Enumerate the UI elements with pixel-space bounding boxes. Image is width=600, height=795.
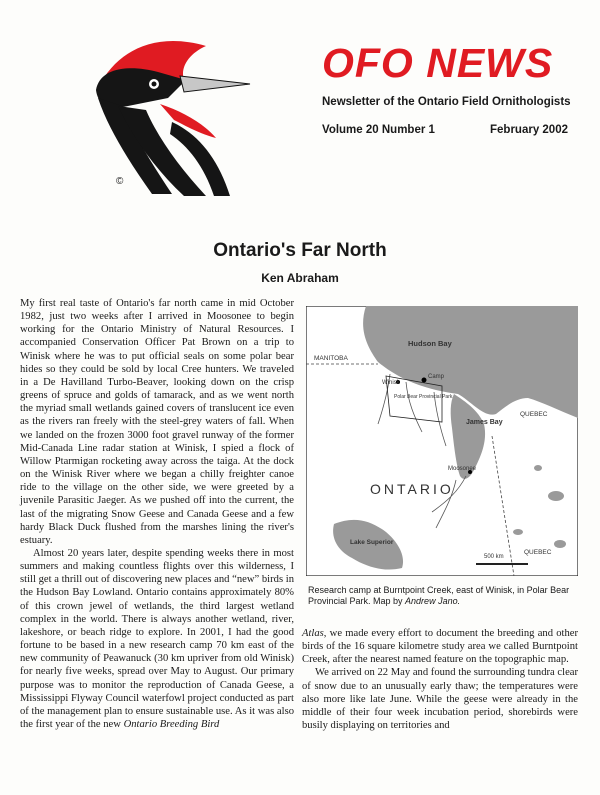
newsletter-subtitle: Newsletter of the Ontario Field Ornithologists xyxy=(322,96,571,108)
label-quebec-bottom: QUEBEC xyxy=(524,549,552,556)
label-lake-superior: Lake Superior xyxy=(350,539,394,546)
map-credit: Andrew Jano. xyxy=(405,596,461,606)
label-quebec-top: QUEBEC xyxy=(520,411,548,418)
label-manitoba: MANITOBA xyxy=(314,355,348,362)
label-scale: 500 km xyxy=(484,554,504,560)
label-james-bay: James Bay xyxy=(466,419,503,426)
map-caption: Research camp at Burntpoint Creek, east of Winisk, in Polar Bear Provincial Park. Map by Andrew Jano. xyxy=(308,585,570,606)
newsletter-title: OFO NEWS xyxy=(322,40,554,86)
issue-date: February 2002 xyxy=(490,124,568,136)
article-column-1 xyxy=(20,297,294,731)
paragraph-2: Almost 20 years later, despite spending weeks there in most summers and making countless flights over this wilderness, I still get a thrill out of discovering new places and “new” birds in the Hudson Bay Lowland. Ontario contains approximately 80% of this crown jewel of wetlands, the third largest wetland complex in the world. There is always another wetland, river, lakeshore, or beach ridge to explore. In 2001, I had the good fortune to be based in a new research camp 70 km east of the new community of Peawanuck (30 km upriver from old Winisk) for nearly five weeks, spread over May to August. Our primary purpose was to monitor the reproduction of Canada Geese, a Mississippi Flyway Council waterfowl project conducted as part of the management plan to ensure sustainable use. As it was also the first year of the new Ontario Breeding Bird xyxy=(20,547,294,730)
label-camp: Camp xyxy=(428,374,445,380)
atlas-italic: Atlas xyxy=(302,628,324,639)
atlas-title-italic: Ontario Breeding Bird xyxy=(123,719,220,730)
paragraph-4: We arrived on 22 May and found the surrounding tundra clear of snow due to an unusually early thaw; the temperatures were also more like late June. While the geese were already in the middle of their four week incubation period, shorebirds were busily displaying on territories and xyxy=(302,667,578,732)
paragraph-3: Atlas, we made every effort to document the breeding and other birds of the 16 square kilometre study area we called Burntpoint Creek, after the nearest named feature on the topographic map. xyxy=(302,628,578,666)
hudson-bay-lowland-map xyxy=(306,306,578,576)
label-moosonee: Moosonee xyxy=(448,466,477,472)
copyright-symbol: © xyxy=(116,176,124,187)
label-hudson-bay: Hudson Bay xyxy=(408,339,452,348)
article-author: Ken Abraham xyxy=(261,271,339,285)
article-column-2 xyxy=(302,627,578,732)
volume-number: Volume 20 Number 1 xyxy=(322,124,435,136)
article-title: Ontario's Far North xyxy=(213,240,387,261)
label-ontario: ONTARIO xyxy=(370,481,454,497)
paragraph-1: My first real taste of Ontario's far north came in mid October 1982, just two weeks after I arrived in Moosonee to begin working for the Ontario Ministry of Natural Resources. I accompanied Conservation Officer Pat Brown on a trip to Winisk where he was to put official seals on some polar bear hides so they could be sold by local Cree hunters. We traveled in a De Havilland Turbo-Beaver, looking down on the crisp greens of spruce and golds of tamarack, and as we went north the myriad small wetlands gained covers of translucent ice even as the rivers ran freely with the steel-grey waters of fall. When we landed on the frozen 3000 foot gravel runway of the former Mid-Canada Line radar station at Winisk, I spied a flock of Willow Ptarmigan rocketing away across the taiga. At the dock on the Winisk River where we began a chilly freighter canoe ride to the village on the other side, we were greeted by a juvenile Parasitic Jaeger. As we pushed off into the current, the last of the migrating Snow Geese and Canada Geese and a few hardy Black Duck flushed from the marshes lining the river's estuary. xyxy=(20,298,294,546)
woodpecker-logo xyxy=(88,28,258,200)
label-park: Polar Bear Provincial Park xyxy=(394,394,453,400)
label-winisk: Winisk xyxy=(382,380,400,386)
